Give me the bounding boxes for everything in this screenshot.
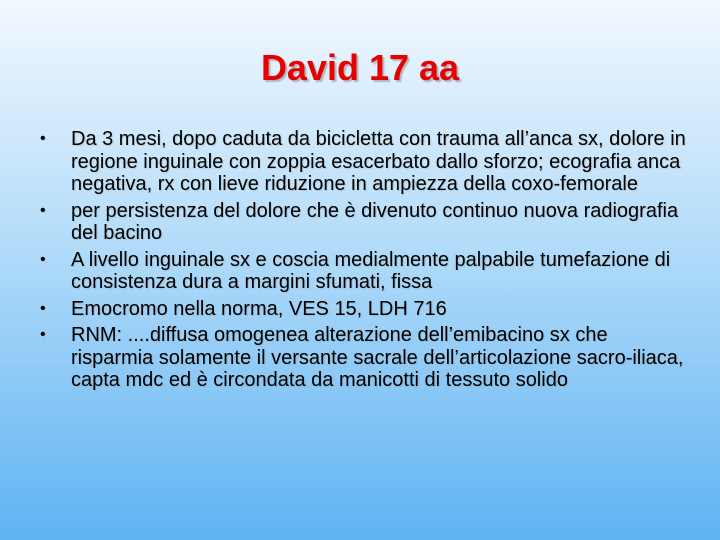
bullet-text-5: RNM: ....diffusa omogenea alterazione dell’emibacino sx che risparmia solamente il versante sacrale dell’articolazione sacro-iliaca, capta mdc ed è circondata da manicotti di tessuto solido <box>71 324 684 391</box>
bullet-item-2 <box>40 200 690 245</box>
slide-title: David 17 aa <box>260 47 460 88</box>
bullet-text-4: Emocromo nella norma, VES 15, LDH 716 <box>71 297 447 320</box>
bullet-text-1: Da 3 mesi, dopo caduta da bicicletta con trauma all’anca sx, dolore in regione inguinale con zoppia esacerbato dallo sforzo; ecografia anca negativa, rx con lieve riduzione in ampiezza della coxo-femorale <box>71 128 686 195</box>
bullet-list <box>40 128 690 396</box>
bullet-item-1 <box>40 128 690 196</box>
bullet-item-5 <box>40 324 690 392</box>
bullet-item-4 <box>40 298 690 321</box>
bullet-text-3: A livello inguinale sx e coscia medialmente palpabile tumefazione di consistenza dura a margini sfumati, fissa <box>71 248 671 293</box>
bullet-dot-icon: • <box>40 326 46 343</box>
bullet-dot-icon: • <box>40 299 46 317</box>
bullet-item-3 <box>40 249 690 294</box>
bullet-dot-icon: • <box>40 130 46 147</box>
bullet-text-2: per persistenza del dolore che è divenuto continuo nuova radiografia del bacino <box>71 199 679 244</box>
bullet-dot-icon: • <box>40 201 46 219</box>
bullet-dot-icon: • <box>40 250 46 268</box>
